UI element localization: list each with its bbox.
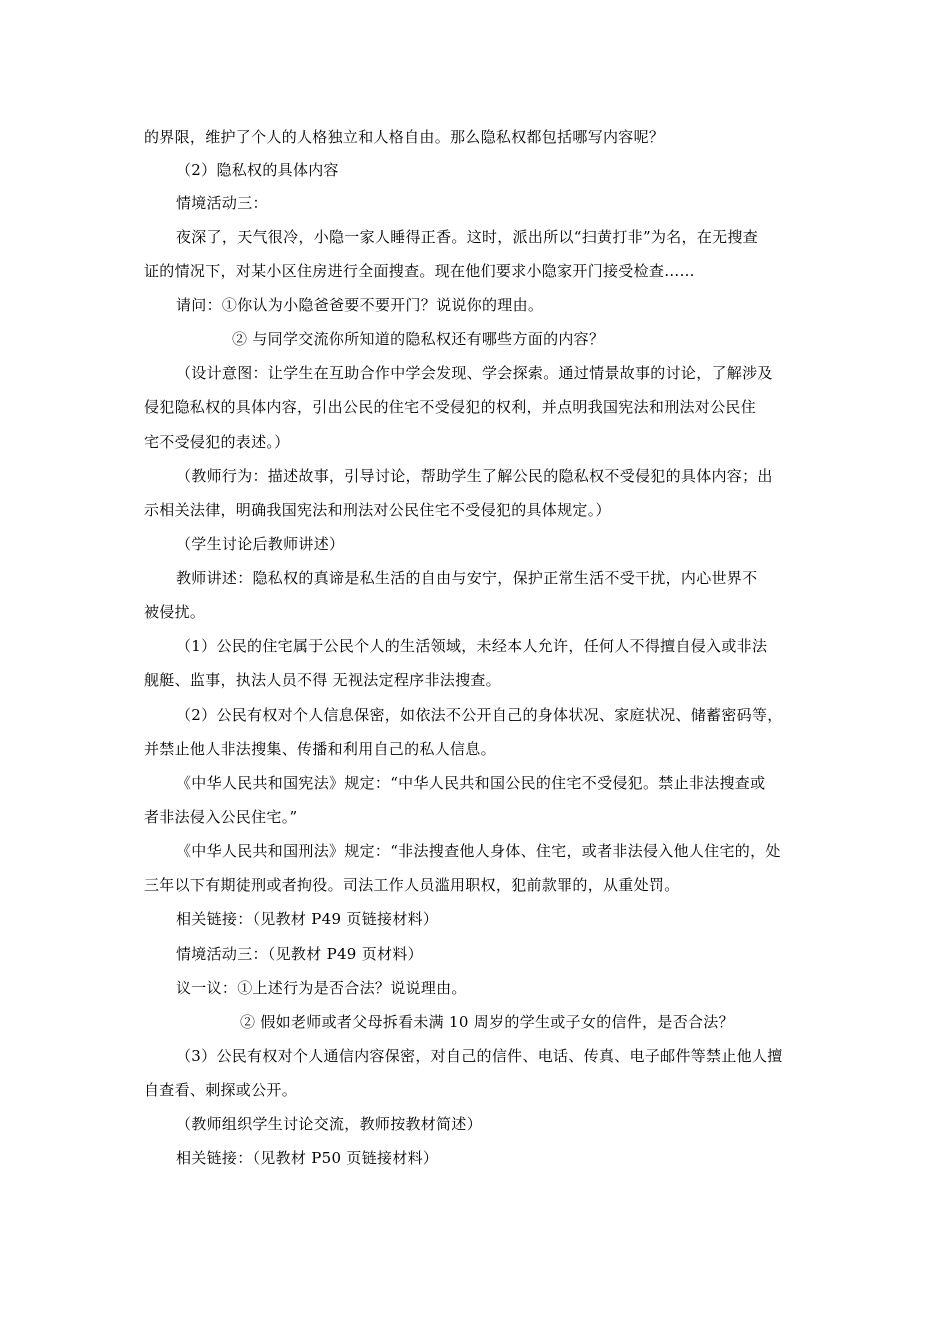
- text-line: 示相关法律，明确我国宪法和刑法对公民住宅不受侵犯的具体规定。）: [144, 501, 611, 519]
- text-line: 宅不受侵犯的表述。）: [144, 433, 290, 451]
- text-line: 侵犯隐私权的具体内容，引出公民的住宅不受侵犯的权利，并点明我国宪法和刑法对公民住: [144, 398, 757, 416]
- text-line: 并禁止他人非法搜集、传播和利用自己的私人信息。: [144, 740, 496, 758]
- text-line: 舰艇、监事，执法人员不得 无视法定程序非法搜查。: [144, 671, 501, 689]
- text-line: ② 假如老师或者父母拆看未满 10 周岁的学生或子女的信件，是否合法？: [240, 1013, 734, 1031]
- text-line: 情境活动三：（见教材 P49 页材料）: [176, 945, 423, 963]
- text-line: 《中华人民共和国宪法》规定：“中华人民共和国公民的住宅不受侵犯。禁止非法搜查或: [176, 774, 766, 792]
- text-line: 自查看、刺探或公开。: [144, 1081, 298, 1099]
- text-line: 被侵扰。: [144, 603, 206, 621]
- text-line: （2）公民有权对个人信息保密，如依法不公开自己的身体状况、家庭状况、储蓄密码等，: [176, 706, 783, 724]
- text-line: 相关链接：（见教材 P50 页链接材料）: [176, 1149, 439, 1167]
- text-line: （学生讨论后教师讲述）: [176, 535, 345, 553]
- text-line: 的界限，维护了个人的人格独立和人格自由。那么隐私权都包括哪写内容呢？: [144, 128, 665, 146]
- text-line: 证的情况下，对某小区住房进行全面搜查。现在他们要求小隐家开门接受检查……: [144, 262, 695, 280]
- text-line: 夜深了，天气很冷，小隐一家人睡得正香。这时，派出所以“扫黄打非”为名，在无搜查: [176, 228, 759, 246]
- section-heading: （2）隐私权的具体内容: [176, 161, 339, 179]
- text-line: ② 与同学交流你所知道的隐私权还有哪些方面的内容？: [232, 330, 605, 348]
- text-line: 相关链接：（见教材 P49 页链接材料）: [176, 910, 439, 928]
- text-line: 情境活动三：: [176, 194, 268, 212]
- text-line: 《中华人民共和国刑法》规定：“非法搜查他人身体、住宅，或者非法侵入他人住宅的，处: [176, 842, 781, 860]
- text-line: 教师讲述：隐私权的真谛是私生活的自由与安宁，保护正常生活不受干扰，内心世界不: [176, 569, 758, 587]
- text-line: （教师行为：描述故事，引导讨论，帮助学生了解公民的隐私权不受侵犯的具体内容；出: [176, 467, 773, 485]
- text-line: 议一议：①上述行为是否合法？说说理由。: [176, 979, 467, 997]
- text-line: （1）公民的住宅属于公民个人的生活领域，未经本人允许，任何人不得擅自侵入或非法: [176, 637, 768, 655]
- text-line: （教师组织学生讨论交流，教师按教材简述）: [176, 1115, 483, 1133]
- text-line: （3）公民有权对个人通信内容保密，对自己的信件、电话、传真、电子邮件等禁止他人擅: [176, 1047, 783, 1065]
- text-line: （设计意图：让学生在互助合作中学会发现、学会探索。通过情景故事的讨论，了解涉及: [176, 364, 773, 382]
- text-line: 者非法侵入公民住宅。”: [144, 808, 298, 826]
- text-line: 请问：①你认为小隐爸爸要不要开门？说说你的理由。: [176, 296, 544, 314]
- text-line: 三年以下有期徒刑或者拘役。司法工作人员滥用职权，犯前款罪的，从重处罚。: [144, 876, 680, 894]
